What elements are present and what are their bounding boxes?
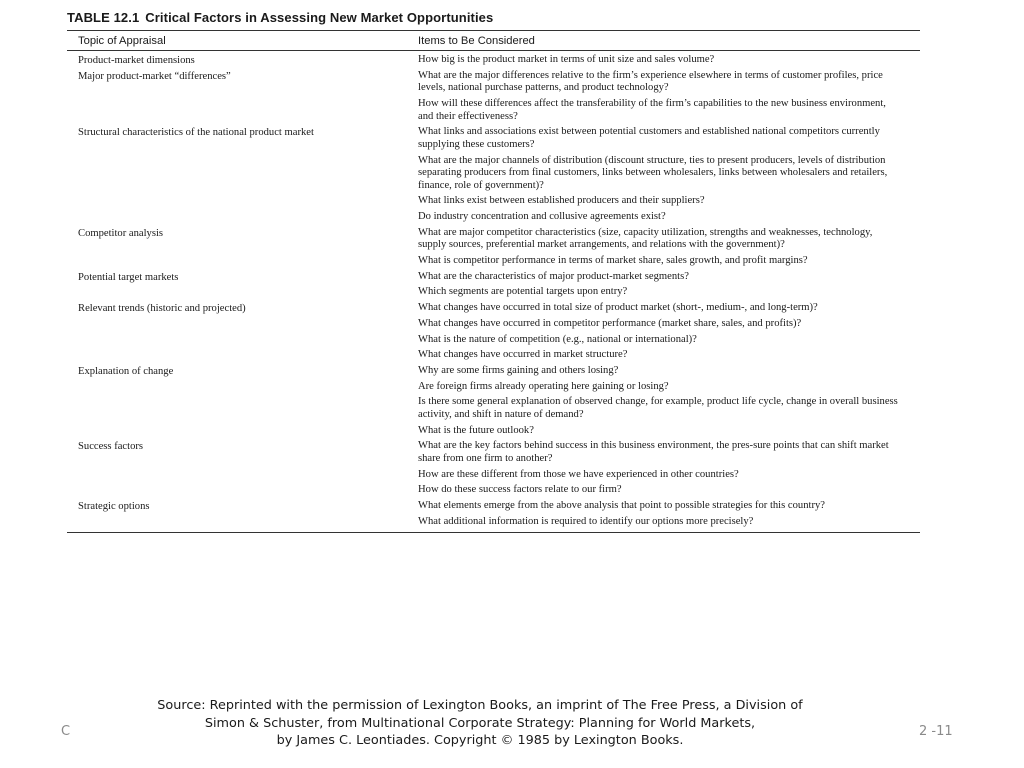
column-header-items: Items to Be Considered xyxy=(418,35,535,47)
consideration-item: What is the nature of competition (e.g., national or international)? xyxy=(418,333,697,345)
table-row-group xyxy=(67,54,920,70)
table-row-group xyxy=(67,271,920,302)
table-row-group xyxy=(67,500,920,531)
table-row-group xyxy=(67,440,920,500)
consideration-item: What is the future outlook? xyxy=(418,424,534,436)
consideration-item: What links exist between established producers and their suppliers? xyxy=(418,195,705,207)
source-line-3: by James C. Leontiades. Copyright © 1985 by Lexington Books. xyxy=(276,733,684,748)
topic-cell: Relevant trends (historic and projected) xyxy=(78,303,246,315)
table-title xyxy=(67,10,920,25)
table-body xyxy=(67,51,920,533)
consideration-item: What additional information is required to identify our options more precisely? xyxy=(418,515,754,527)
items-cell xyxy=(418,70,920,127)
consideration-item: What changes have occurred in competitor performance (market share, sales, and profits)? xyxy=(418,317,802,329)
consideration-item: What are the major differences relative to the firm’s experience elsewhere in terms of customer profiles, price levels, national purchase patterns, and product technology? xyxy=(418,69,883,94)
topic-cell: Competitor analysis xyxy=(78,227,164,239)
table-row-group xyxy=(67,302,920,365)
consideration-item: Why are some firms gaining and others losing? xyxy=(418,364,619,376)
table-row-group xyxy=(67,227,920,271)
items-cell xyxy=(418,54,920,70)
table-row-group xyxy=(67,365,920,440)
consideration-item: What are major competitor characteristics (size, capacity utilization, strengths and weaknesses, technology, supply sources, preferential market arrangements, and relations with the government)? xyxy=(418,226,873,251)
topic-cell: Success factors xyxy=(78,441,144,453)
consideration-item: What is competitor performance in terms of market share, sales growth, and profit margins? xyxy=(418,255,808,267)
source-line-1: Source: Reprinted with the permission of Lexington Books, an imprint of The Free Press, a Division of xyxy=(157,698,803,713)
column-header-topic: Topic of Appraisal xyxy=(78,35,166,47)
table-header-row xyxy=(67,30,920,51)
table-12-1 xyxy=(67,10,920,533)
table-title-text: Critical Factors in Assessing New Market Opportunities xyxy=(145,10,494,25)
slide-number: 2 -11 xyxy=(919,724,953,739)
items-cell xyxy=(418,271,920,302)
source-line-2: Simon & Schuster, from Multinational Corporate Strategy: Planning for World Markets, xyxy=(204,715,756,731)
consideration-item: What elements emerge from the above analysis that point to possible strategies for this country? xyxy=(418,499,825,511)
table-number: TABLE 12.1 xyxy=(67,10,140,25)
consideration-item: How are these different from those we have experienced in other countries? xyxy=(418,468,739,480)
topic-cell: Structural characteristics of the national product market xyxy=(78,127,314,139)
items-cell xyxy=(418,126,920,227)
topic-cell: Potential target markets xyxy=(78,271,179,283)
items-cell xyxy=(418,302,920,365)
topic-cell: Explanation of change xyxy=(78,365,174,377)
consideration-item: What are the major channels of distribution (discount structure, ties to present producers, levels of distribution separating producers from final customers, links between wholesalers, links between wholesalers and retailers, finance, role of government)? xyxy=(418,154,888,191)
table-row-group xyxy=(67,126,920,227)
consideration-item: What are the characteristics of major product-market segments? xyxy=(418,270,689,282)
consideration-item: How big is the product market in terms of unit size and sales volume? xyxy=(418,54,715,65)
consideration-item: Do industry concentration and collusive agreements exist? xyxy=(418,211,666,223)
topic-cell: Product-market dimensions xyxy=(78,55,195,66)
footer-left-text: C xyxy=(61,724,71,739)
items-cell xyxy=(418,227,920,271)
consideration-item: How do these success factors relate to our firm? xyxy=(418,484,622,496)
consideration-item: What changes have occurred in market structure? xyxy=(418,349,628,361)
consideration-item: What are the key factors behind success in this business environment, the pres-sure points that can shift market share from one firm to another? xyxy=(418,440,889,464)
consideration-item: What links and associations exist between potential customers and established national competitors currently supplying these customers? xyxy=(418,126,880,150)
table-row-group xyxy=(67,70,920,127)
topic-cell: Strategic options xyxy=(78,500,150,512)
items-cell xyxy=(418,500,920,531)
consideration-item: Is there some general explanation of observed change, for example, product life cycle, change in overall business activity, and shift in nature of demand? xyxy=(418,396,898,420)
consideration-item: How will these differences affect the transferability of the firm’s capabilities to the new business environment, and their effectiveness? xyxy=(418,97,886,122)
items-cell xyxy=(418,365,920,440)
items-cell xyxy=(418,440,920,500)
source-citation xyxy=(60,697,900,750)
consideration-item: What changes have occurred in total size of product market (short-, medium-, and long-term)? xyxy=(418,302,818,314)
consideration-item: Which segments are potential targets upon entry? xyxy=(418,286,628,298)
consideration-item: Are foreign firms already operating here gaining or losing? xyxy=(418,380,669,392)
topic-cell: Major product-market “differences” xyxy=(78,70,231,82)
